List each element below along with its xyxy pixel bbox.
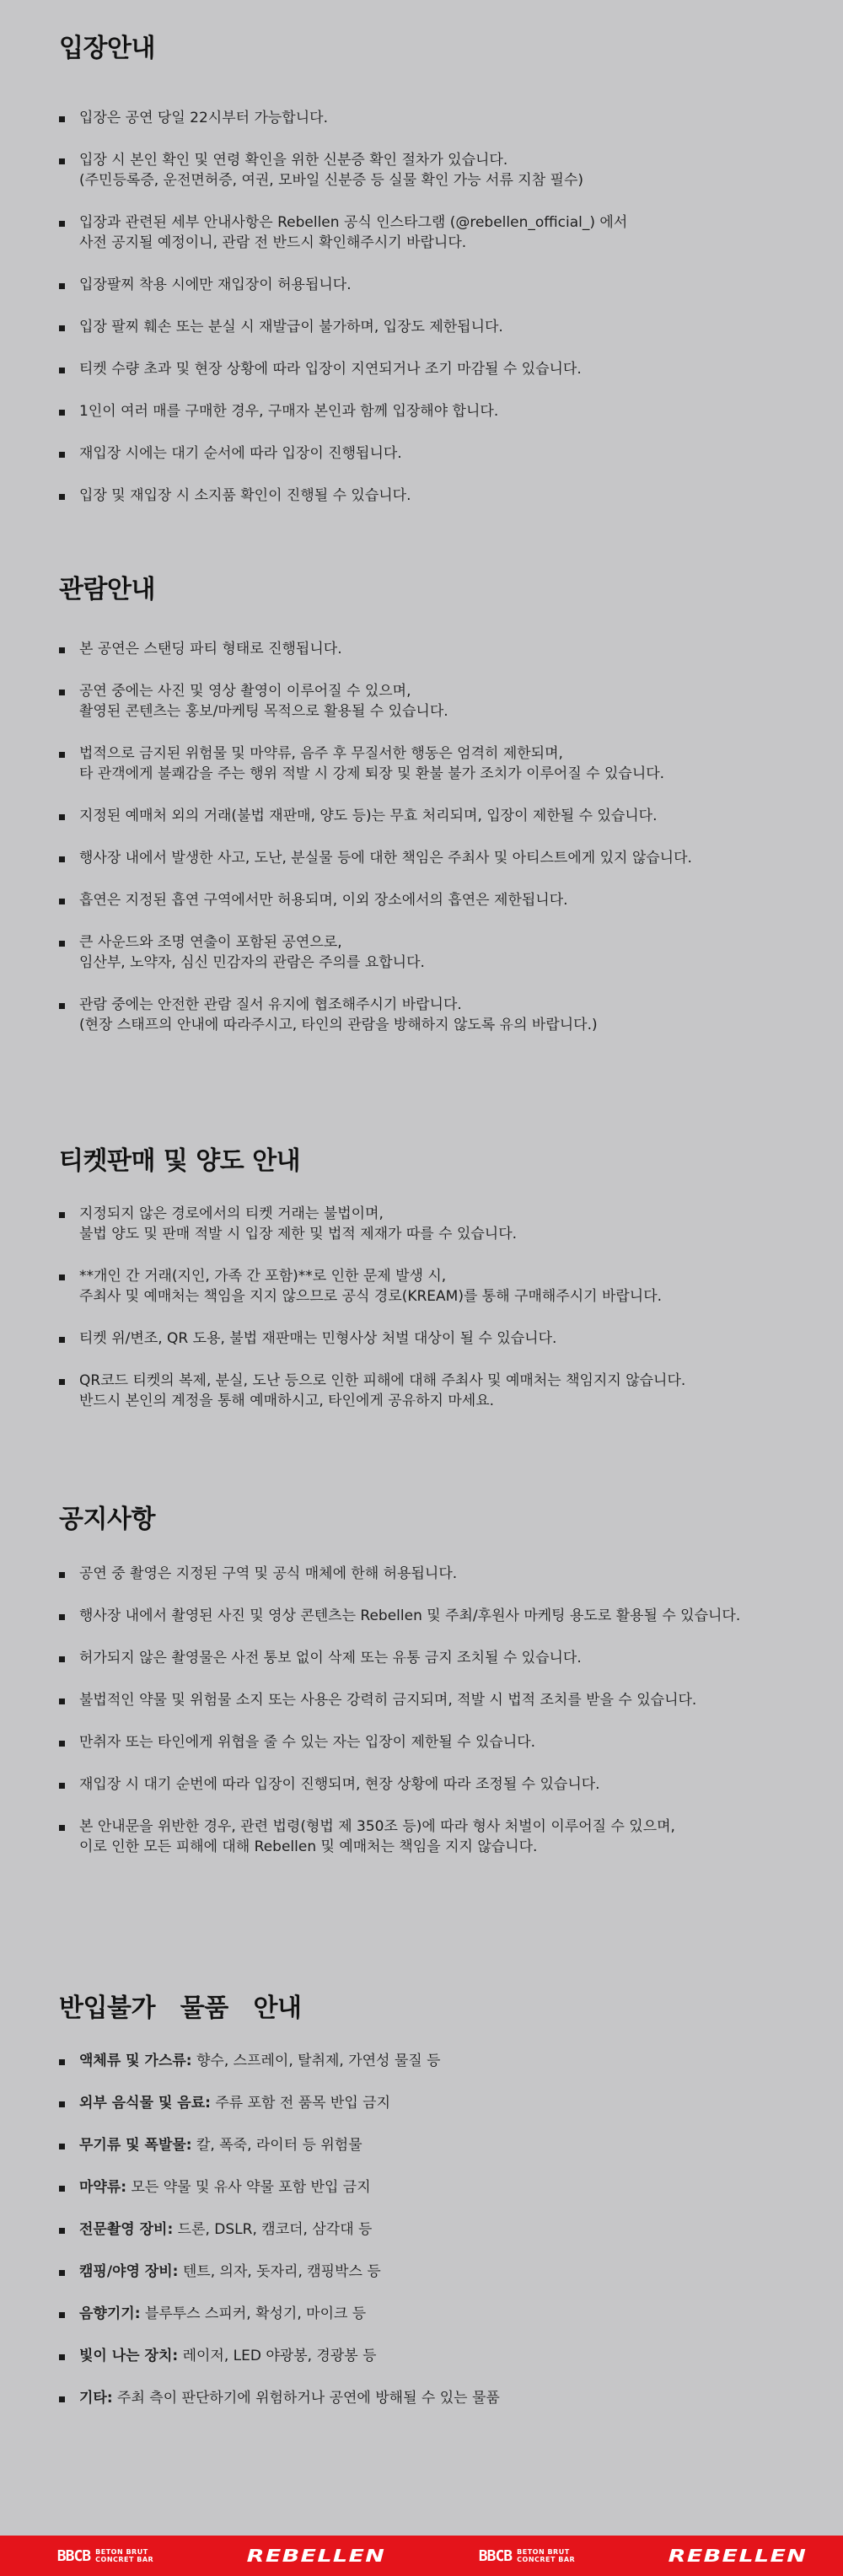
list-item: 입장 팔찌 훼손 또는 분실 시 재발급이 불가하며, 입장도 제한됩니다. [59,317,801,337]
betonbrut-line1: BETON BRUT [517,2548,570,2556]
item-label: 액체류 및 가스류: [79,2053,192,2069]
section-title: 관람안내 [59,575,155,604]
item-label: 외부 음식물 및 음료: [79,2095,211,2112]
section-title: 반입불가 물품 안내 [59,1994,302,2023]
item-label: 빛이 나는 장치: [79,2348,179,2364]
list-item [59,2093,801,2113]
list-item: QR코드 티켓의 복제, 분실, 도난 등으로 인한 피해에 대해 주최사 및 예매처는 책임지지 않습니다. 반드시 본인의 계정을 통해 예매하시고, 타인에게 공유하지 마세요. [59,1371,801,1411]
list-item [59,2262,801,2282]
section-title: 공지사항 [59,1505,155,1534]
betonbrut-mark: BBCB [478,2546,513,2565]
list-item: 공연 중에는 사진 및 영상 촬영이 이루어질 수 있으며, 촬영된 콘텐츠는 홍보/마케팅 목적으로 활용될 수 있습니다. [59,681,801,722]
list-item: 재입장 시 대기 순번에 따라 입장이 진행되며, 현장 상황에 따라 조정될 수 있습니다. [59,1774,801,1795]
notice-list [59,1564,801,1857]
list-item [59,2135,801,2155]
section-notice [59,1503,801,1879]
section-ticket-sales [59,1145,801,1433]
list-item: 지정되지 않은 경로에서의 티켓 거래는 불법이며, 불법 양도 및 판매 적발 시 입장 제한 및 법적 제재가 따를 수 있습니다. [59,1204,801,1244]
item-label: 캠핑/야영 장비: [79,2263,179,2280]
item-text: 칼, 폭죽, 라이터 등 위험물 [191,2137,362,2154]
list-item: 본 안내문을 위반한 경우, 관련 법령(형법 제 350조 등)에 따라 형사 처벌이 이루어질 수 있으며, 이로 인한 모든 피해에 대해 Rebellen 및 예매처는 책임을 지지 않습니다. [59,1817,801,1857]
list-item: 지정된 예매처 외의 거래(불법 재판매, 양도 등)는 무효 처리되며, 입장이 제한될 수 있습니다. [59,806,801,826]
ticket-list [59,1204,801,1411]
list-item: 법적으로 금지된 위험물 및 마약류, 음주 후 무질서한 행동은 엄격히 제한되며, 타 관객에게 불쾌감을 주는 행위 적발 시 강제 퇴장 및 환불 불가 조치가 이루어질 수 있습니다. [59,743,801,784]
item-text: 블루투스 스피커, 확성기, 마이크 등 [140,2305,367,2322]
betonbrut-mark: BBCB [56,2546,91,2565]
list-item: 재입장 시에는 대기 순서에 따라 입장이 진행됩니다. [59,443,801,464]
section-title: 입장안내 [59,34,155,63]
list-item: 관람 중에는 안전한 관람 질서 유지에 협조해주시기 바랍니다. (현장 스태프의 안내에 따라주시고, 타인의 관람을 방해하지 않도록 유의 바랍니다.) [59,995,801,1035]
item-text: 텐트, 의자, 돗자리, 캠핑박스 등 [178,2263,381,2280]
betonbrut-line2: CONCRET BAR [95,2556,154,2563]
prohibited-list [59,2051,801,2408]
rebellen-logo-2 [632,2536,843,2576]
item-label: 기타: [79,2390,113,2407]
betonbrut-line1: BETON BRUT [95,2548,148,2556]
list-item: 큰 사운드와 조명 연출이 포함된 공연으로, 임산부, 노약자, 심신 민감자의 관람은 주의를 요합니다. [59,932,801,973]
list-item: 불법적인 약물 및 위험물 소지 또는 사용은 강력히 금지되며, 적발 시 법적 조치를 받을 수 있습니다. [59,1690,801,1710]
betonbrut-line2: CONCRET BAR [517,2556,576,2563]
list-item: 허가되지 않은 촬영물은 사전 통보 없이 삭제 또는 유통 금지 조치될 수 있습니다. [59,1648,801,1668]
list-item: 티켓 수량 초과 및 현장 상황에 따라 입장이 지연되거나 조기 마감될 수 있습니다. [59,359,801,379]
item-label: 마약류: [79,2179,127,2196]
betonbrut-logo-2 [422,2536,632,2576]
list-item: 입장 및 재입장 시 소지품 확인이 진행될 수 있습니다. [59,486,801,506]
section-title: 티켓판매 및 양도 안내 [59,1146,301,1176]
viewing-list [59,639,801,1035]
list-item: 행사장 내에서 촬영된 사진 및 영상 콘텐츠는 Rebellen 및 주최/후원사 마케팅 용도로 활용될 수 있습니다. [59,1606,801,1626]
list-item: 본 공연은 스탠딩 파티 형태로 진행됩니다. [59,639,801,659]
list-item [59,2388,801,2408]
item-text: 향수, 스프레이, 탈취제, 가연성 물질 등 [191,2053,441,2069]
list-item [59,2051,801,2071]
item-label: 음향기기: [79,2305,141,2322]
list-item: 입장 시 본인 확인 및 연령 확인을 위한 신분증 확인 절차가 있습니다. (주민등록증, 운전면허증, 여권, 모바일 신분증 등 실물 확인 가능 서류 지참 필수) [59,150,801,191]
list-item: 1인이 여러 매를 구매한 경우, 구매자 본인과 함께 입장해야 합니다. [59,401,801,421]
list-item: 입장은 공연 당일 22시부터 가능합니다. [59,108,801,128]
item-label: 무기류 및 폭발물: [79,2137,192,2154]
list-item [59,2304,801,2324]
list-item: 만취자 또는 타인에게 위협을 줄 수 있는 자는 입장이 제한될 수 있습니다. [59,1732,801,1752]
item-label: 전문촬영 장비: [79,2221,174,2238]
list-item: 흡연은 지정된 흡연 구역에서만 허용되며, 이외 장소에서의 흡연은 제한됩니다. [59,890,801,910]
list-item: 입장팔찌 착용 시에만 재입장이 허용됩니다. [59,275,801,295]
item-text: 주최 측이 판단하기에 위험하거나 공연에 방해될 수 있는 물품 [112,2390,500,2407]
item-text: 모든 약물 및 유사 약물 포함 반입 금지 [126,2179,371,2196]
list-item: 입장과 관련된 세부 안내사항은 Rebellen 공식 인스타그램 (@rebellen_official_) 에서 사전 공지될 예정이니, 관람 전 반드시 확인해주시기 바랍니다. [59,212,801,253]
rebellen-wordmark: REBELLEN [668,2546,808,2566]
section-viewing [59,573,801,1057]
sponsor-footer [0,2536,843,2576]
list-item [59,2177,801,2198]
list-item: 행사장 내에서 발생한 사고, 도난, 분실물 등에 대한 책임은 주최사 및 아티스트에게 있지 않습니다. [59,848,801,868]
section-prohibited-items [59,1992,801,2430]
list-item [59,2346,801,2366]
section-entry [59,32,801,528]
item-text: 레이저, LED 야광봉, 경광봉 등 [178,2348,377,2364]
item-text: 드론, DSLR, 캠코더, 삼각대 등 [173,2221,373,2238]
list-item: 공연 중 촬영은 지정된 구역 및 공식 매체에 한해 허용됩니다. [59,1564,801,1584]
list-item [59,2219,801,2240]
list-item: 티켓 위/변조, QR 도용, 불법 재판매는 민형사상 처벌 대상이 될 수 있습니다. [59,1328,801,1349]
rebellen-logo-1 [211,2536,422,2576]
item-text: 주류 포함 전 품목 반입 금지 [210,2095,391,2112]
list-item: **개인 간 거래(지인, 가족 간 포함)**로 인한 문제 발생 시, 주최사 및 예매처는 책임을 지지 않으므로 공식 경로(KREAM)를 통해 구매해주시기 바랍니다. [59,1266,801,1307]
entry-list [59,108,801,506]
rebellen-wordmark: REBELLEN [246,2546,386,2566]
betonbrut-logo-1 [0,2536,211,2576]
